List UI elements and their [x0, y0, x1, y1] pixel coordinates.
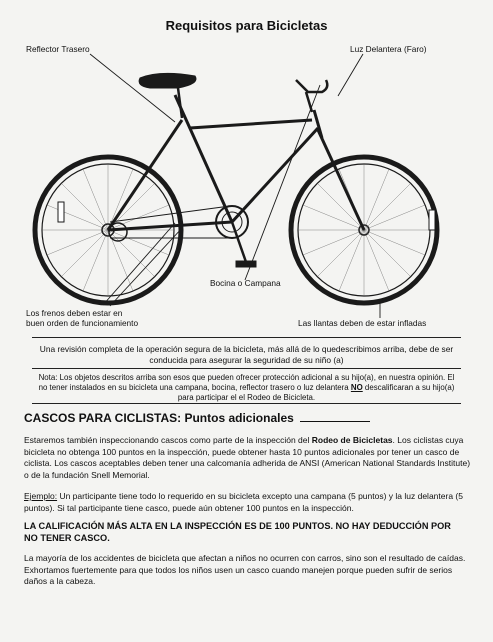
rodeo-bold: Rodeo de Bicicletas: [311, 435, 393, 445]
pedal: [236, 261, 256, 267]
note-part2: descalificaran a su hijo(a) para participar el el Rodeo de Bicicleta.: [177, 383, 455, 402]
light-leader-line: [338, 54, 363, 96]
callout-brakes-line1: Los frenos deben estar en: [26, 308, 123, 318]
ejemplo-text: Un participante tiene todo lo requerido en su bicicleta excepto una campana (5 puntos) y la luz delantera (5 puntos). Si tal participante tiene casco, puede aún obtener 100 puntos en la inspección.: [24, 491, 463, 513]
p1-start: Estaremos también inspeccionando cascos como parte de la inspección del: [24, 435, 312, 445]
note-text: [34, 373, 459, 403]
ejemplo-paragraph: [24, 491, 472, 514]
callout-bell: Bocina o Campana: [210, 278, 281, 288]
cascos-heading-text: CASCOS PARA CICLISTAS: Puntos adicionales: [24, 411, 294, 425]
cascos-heading: [24, 411, 370, 425]
page-title: Requisitos para Bicicletas: [165, 18, 328, 33]
points-blank: [300, 411, 370, 422]
calificacion-notice: LA CALIFICACIÓN MÁS ALTA EN LA INSPECCIÓN ES DE 100 PUNTOS. NO HAY DEDUCCIÓN POR NO TENER CASCO.: [24, 521, 451, 543]
saddle: [139, 73, 196, 88]
callout-tires: Las llantas deben de estar infladas: [298, 318, 427, 328]
callout-rear-reflector: Reflector Trasero: [26, 44, 90, 54]
divider-middle: [32, 368, 461, 369]
intro-text: Una revisión completa de la operación segura de la bicicleta, más allá de lo quedescribimos arriba, debe de ser conducida para asegurar la seguridad de su niño (a): [39, 344, 454, 365]
handlebar: [296, 80, 327, 92]
callout-front-light: Luz Delantera (Faro): [350, 44, 427, 54]
accident-paragraph: La mayoría de los accidentes de bicicleta que afectan a niños no ocurren con carros, sino son el resultado de caídas. Exhortamos fuertemente para que todos los niños usen un casco cuando manejen porque pueden sufrir de serios daños a la cabeza.: [24, 553, 466, 586]
divider-bottom: [32, 403, 461, 404]
note-no: NO: [350, 383, 363, 392]
bike-frame: [108, 95, 364, 230]
cascos-paragraph-1: [24, 435, 472, 481]
p1-rest: . Los ciclistas cuya bicicleta no obtenga 100 puntos en la inspección, puede obtener hasta 10 puntos adicionales por tener un casco de ciclista. Los cascos aceptables deben tener una calcomanía adherida de ANSI (American National Standards Institute) o de la fundación Snell Memorial.: [24, 435, 471, 480]
note-part1: Nota: Los objetos descritos arriba son esos que pueden ofrecer protección adicional a su hijo(a), en nuestra opinión. El no tener instalados en su bicicleta una campana, bocina, reflector trasero o luz delantera: [38, 373, 455, 392]
callout-brakes-line2: buen orden de funcionamiento: [26, 318, 139, 328]
divider-top: [32, 337, 461, 338]
ejemplo-label: Ejemplo:: [24, 491, 58, 501]
